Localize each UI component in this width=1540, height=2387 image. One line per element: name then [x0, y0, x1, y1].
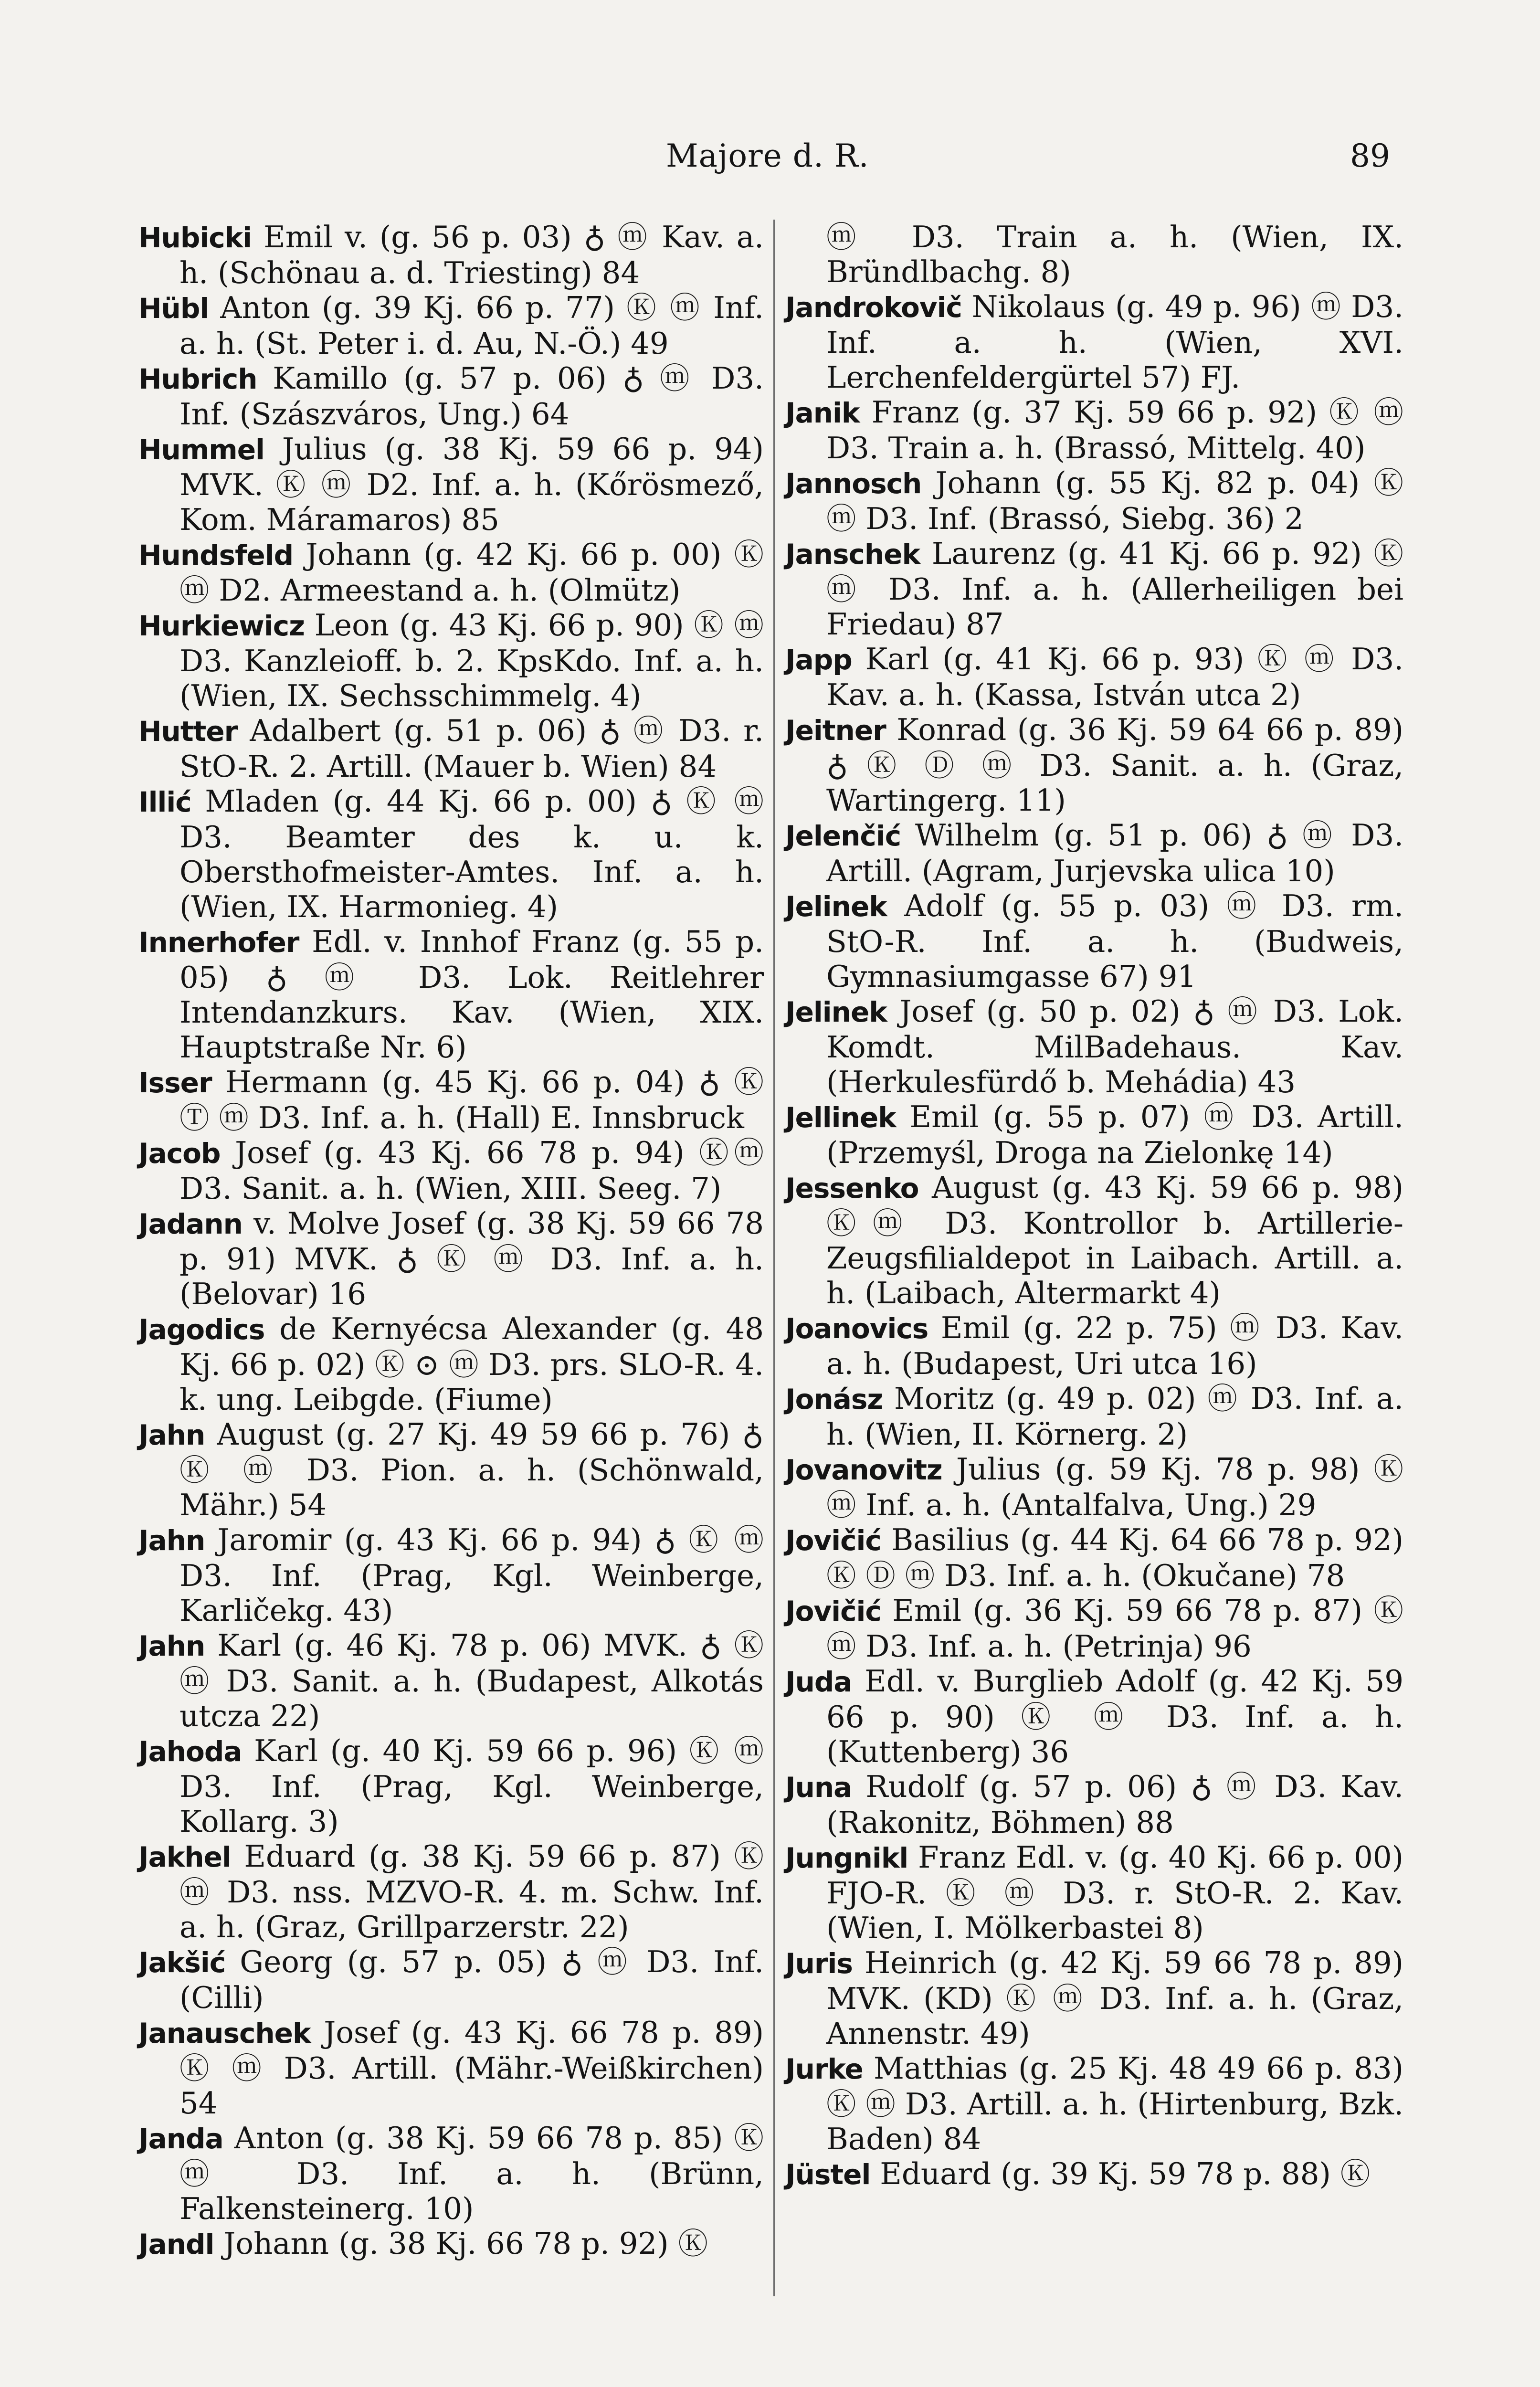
- entry-details: Edl. v. Burglieb Adolf (g. 42 Kj. 59 66 p. 90) Ⓚ ⓜ D3. Inf. a. h. (Kuttenberg) 36: [826, 1664, 1403, 1769]
- directory-entry: [138, 361, 764, 432]
- entry-details: Karl (g. 41 Kj. 66 p. 93) Ⓚ ⓜ D3. Kav. a. h. (Kassa, István utca 2): [826, 642, 1403, 712]
- entry-details: Matthias (g. 25 Kj. 48 49 66 p. 83) Ⓚ ⓜ D3. Artill. a. h. (Hirtenburg, Bzk. Baden) 84: [826, 2051, 1403, 2156]
- directory-entry: [785, 1664, 1403, 1769]
- directory-entry: [138, 1522, 764, 1628]
- directory-entry: [138, 784, 764, 924]
- entry-surname: Hundsfeld: [138, 539, 294, 571]
- entry-surname: Hübl: [138, 292, 209, 325]
- entry-details: Kamillo (g. 57 p. 06) ♁ ⓜ D3. Inf. (Szászváros, Ung.) 64: [179, 361, 764, 432]
- entry-surname: Hutter: [138, 715, 238, 748]
- directory-entry: [138, 1944, 764, 2015]
- entry-details: Leon (g. 43 Kj. 66 p. 90) Ⓚ ⓜ D3. Kanzleioff. b. 2. KpsKdo. Inf. a. h. (Wien, IX. Sechsschimmelg. 4): [179, 608, 764, 713]
- directory-entry: [785, 1170, 1403, 1310]
- directory-entry: [785, 465, 1403, 536]
- entry-surname: Jelinek: [785, 890, 887, 923]
- entry-surname: Jelenčić: [785, 820, 901, 852]
- entry-details: de Kernyécsa Alexander (g. 48 Kj. 66 p. 02) Ⓚ ⊙ ⓜ D3. prs. SLO-R. 4. k. ung. Leibgde. (Fiume): [179, 1311, 764, 1417]
- left-column: [138, 220, 764, 2262]
- entry-details: v. Molve Josef (g. 38 Kj. 59 66 78 p. 91) MVK. ♁ Ⓚ ⓜ D3. Inf. a. h. (Belovar) 16: [179, 1206, 764, 1311]
- entry-details: Edl. v. Innhof Franz (g. 55 p. 05) ♁ ⓜ D3. Lok. Reitlehrer Intendanzkurs. Kav. (Wien, XIX. Hauptstraße Nr. 6): [179, 924, 764, 1065]
- entry-surname: Janschek: [785, 538, 920, 570]
- entry-details: Adolf (g. 55 p. 03) ⓜ D3. rm. StO-R. Inf. a. h. (Budweis, Gymnasiumgasse 67) 91: [826, 888, 1403, 994]
- right-column: [785, 220, 1403, 2192]
- entry-surname: Jahn: [138, 1630, 205, 1662]
- entry-details: Adalbert (g. 51 p. 06) ♁ ⓜ D3. r. StO-R. 2. Artill. (Mauer b. Wien) 84: [179, 713, 764, 784]
- entry-surname: Japp: [785, 644, 852, 676]
- entry-details: Johann (g. 42 Kj. 66 p. 00) Ⓚ ⓜ D2. Armeestand a. h. (Olmütz): [179, 537, 764, 608]
- entry-surname: Juris: [785, 1947, 853, 1980]
- entry-details: Eduard (g. 39 Kj. 59 78 p. 88) Ⓚ: [870, 2156, 1371, 2191]
- directory-entry: [138, 1733, 764, 1839]
- directory-entry: [785, 220, 1403, 289]
- running-header-title: Majore d. R.: [666, 137, 869, 174]
- entry-details: Emil v. (g. 56 p. 03) ♁ ⓜ Kav. a. h. (Schönau a. d. Triesting) 84: [179, 220, 764, 290]
- directory-entry: [785, 395, 1403, 465]
- entry-surname: Innerhofer: [138, 926, 299, 959]
- entry-details: Josef (g. 43 Kj. 66 78 p. 89) Ⓚ ⓜ D3. Artill. (Mähr.-Weißkirchen) 54: [179, 2015, 764, 2121]
- entry-surname: Juna: [785, 1771, 852, 1804]
- directory-entry: [785, 712, 1403, 818]
- entry-surname: Janauschek: [138, 2017, 311, 2049]
- directory-entry: [138, 2121, 764, 2226]
- entry-surname: Janda: [138, 2123, 223, 2155]
- entry-surname: Joanovics: [785, 1312, 928, 1345]
- entry-surname: Jandl: [138, 2228, 214, 2260]
- entry-surname: Hubicki: [138, 222, 252, 254]
- directory-entry: [138, 432, 764, 537]
- directory-entry: [785, 1593, 1403, 1664]
- entry-surname: Jahoda: [138, 1735, 242, 1768]
- entry-surname: Jagodics: [138, 1313, 265, 1346]
- page-number: 89: [1350, 137, 1390, 174]
- directory-entry: [138, 1417, 764, 1522]
- entry-surname: Jessenko: [785, 1172, 919, 1204]
- entry-surname: Jannosch: [785, 467, 922, 500]
- entry-surname: Hurkiewicz: [138, 610, 305, 642]
- entry-details: Emil (g. 55 p. 07) ⓜ D3. Artill. (Przemyśl, Droga na Zielonkę 14): [826, 1099, 1403, 1170]
- entry-surname: Jeitner: [785, 714, 886, 747]
- entry-surname: Jelinek: [785, 996, 887, 1028]
- column-divider: [773, 220, 775, 2296]
- directory-entry: [785, 1381, 1403, 1452]
- entry-surname: Jahn: [138, 1524, 205, 1557]
- entry-surname: Jovičić: [785, 1595, 881, 1627]
- directory-entry: [138, 1311, 764, 1417]
- entry-surname: Isser: [138, 1067, 212, 1099]
- entry-surname: Jungnikl: [785, 1842, 908, 1874]
- directory-entry: [785, 994, 1403, 1099]
- directory-entry: [138, 608, 764, 713]
- entry-details: August (g. 43 Kj. 59 66 p. 98) Ⓚⓜ D3. Kontrollor b. Artillerie-Zeugsfilialdepot in Laibach. Artill. a. h. (Laibach, Altermarkt 4): [826, 1170, 1403, 1310]
- directory-entry: [138, 1135, 764, 1206]
- directory-entry: [785, 1769, 1403, 1840]
- entry-surname: Juda: [785, 1666, 852, 1698]
- directory-entry: [138, 2226, 764, 2262]
- entry-surname: Jahn: [138, 1419, 205, 1451]
- entry-details: ⓜ D3. Train a. h. (Wien, IX. Bründlbachg. 8): [826, 220, 1403, 289]
- entry-details: Julius (g. 38 Kj. 59 66 p. 94) MVK. Ⓚ ⓜ D2. Inf. a. h. (Kőrösmező, Kom. Máramaros) 85: [179, 432, 764, 537]
- entry-details: Georg (g. 57 p. 05) ♁ ⓜ D3. Inf. (Cilli): [179, 1944, 764, 2015]
- directory-entry: [785, 2156, 1403, 2192]
- directory-entry: [138, 537, 764, 608]
- entry-details: Karl (g. 40 Kj. 59 66 p. 96) Ⓚ ⓜ D3. Inf. (Prag, Kgl. Weinberge, Kollarg. 3): [179, 1733, 764, 1839]
- entry-surname: Jellinek: [785, 1101, 896, 1134]
- entry-details: Franz (g. 37 Kj. 59 66 p. 92) Ⓚ ⓜ D3. Train a. h. (Brassó, Mittelg. 40): [826, 395, 1403, 465]
- entry-details: Heinrich (g. 42 Kj. 59 66 78 p. 89) MVK. (KD) Ⓚ ⓜ D3. Inf. a. h. (Graz, Annenstr. 49): [826, 1945, 1403, 2051]
- entry-details: Hermann (g. 45 Kj. 66 p. 04) ♁ Ⓚ Ⓣ ⓜ D3. Inf. a. h. (Hall) E. Innsbruck: [179, 1065, 764, 1135]
- directory-entry: [138, 713, 764, 784]
- directory-entry: [138, 1065, 764, 1135]
- entry-details: Anton (g. 39 Kj. 66 p. 77) Ⓚ ⓜ Inf. a. h. (St. Peter i. d. Au, N.-Ö.) 49: [179, 290, 764, 361]
- entry-surname: Janik: [785, 397, 860, 429]
- entry-details: Moritz (g. 49 p. 02) ⓜ D3. Inf. a. h. (Wien, II. Körnerg. 2): [826, 1381, 1403, 1452]
- entry-surname: Jandrokovič: [785, 291, 962, 324]
- entry-details: Laurenz (g. 41 Kj. 66 p. 92) Ⓚ ⓜ D3. Inf. a. h. (Allerheiligen bei Friedau) 87: [826, 536, 1403, 642]
- directory-entry: [138, 1839, 764, 1944]
- directory-entry: [785, 289, 1403, 395]
- entry-surname: Jacob: [138, 1137, 221, 1170]
- entry-surname: Illić: [138, 786, 191, 818]
- directory-entry: [138, 2015, 764, 2121]
- entry-details: Eduard (g. 38 Kj. 59 66 p. 87) Ⓚ ⓜ D3. nss. MZVO-R. 4. m. Schw. Inf. a. h. (Graz, Grillparzerstr. 22): [179, 1839, 764, 1944]
- directory-entry: [785, 1522, 1403, 1593]
- directory-entry: [785, 1099, 1403, 1170]
- entry-details: Karl (g. 46 Kj. 78 p. 06) MVK. ♁ Ⓚ ⓜ D3. Sanit. a. h. (Budapest, Alkotás utcza 22): [179, 1628, 764, 1733]
- directory-entry: [138, 1206, 764, 1311]
- entry-surname: Jovanovitz: [785, 1454, 942, 1486]
- entry-surname: Hummel: [138, 433, 264, 466]
- entry-surname: Jovičić: [785, 1524, 881, 1557]
- entry-surname: Jakhel: [138, 1841, 231, 1873]
- entry-details: Basilius (g. 44 Kj. 64 66 78 p. 92) Ⓚ Ⓓ ⓜ D3. Inf. a. h. (Okučane) 78: [826, 1522, 1403, 1593]
- directory-entry: [138, 1628, 764, 1733]
- directory-entry: [785, 2051, 1403, 2156]
- entry-details: Emil (g. 22 p. 75) ⓜ D3. Kav. a. h. (Budapest, Uri utca 16): [826, 1310, 1403, 1381]
- entry-details: Johann (g. 38 Kj. 66 78 p. 92) Ⓚ: [214, 2226, 708, 2261]
- entry-details: Franz Edl. v. (g. 40 Kj. 66 p. 00) FJO-R. Ⓚ ⓜ D3. r. StO-R. 2. Kav. (Wien, I. Mölkerbastei 8): [826, 1840, 1403, 1945]
- entry-details: Julius (g. 59 Kj. 78 p. 98) Ⓚ ⓜ Inf. a. h. (Antalfalva, Ung.) 29: [826, 1452, 1403, 1522]
- directory-entry: [785, 642, 1403, 712]
- directory-entry: [785, 1310, 1403, 1381]
- entry-details: Anton (g. 38 Kj. 59 66 78 p. 85) Ⓚ ⓜ D3. Inf. a. h. (Brünn, Falkensteinerg. 10): [179, 2121, 764, 2226]
- entry-details: Josef (g. 50 p. 02) ♁ ⓜ D3. Lok. Komdt. MilBadehaus. Kav. (Herkulesfürdő b. Mehádia) 43: [826, 994, 1403, 1099]
- entry-surname: Jüstel: [785, 2158, 871, 2191]
- entry-details: Johann (g. 55 Kj. 82 p. 04) Ⓚ ⓜ D3. Inf. (Brassó, Siebg. 36) 2: [826, 465, 1403, 536]
- entry-surname: Jakšić: [138, 1946, 226, 1979]
- entry-details: Mladen (g. 44 Kj. 66 p. 00) ♁ Ⓚ ⓜ D3. Beamter des k. u. k. Obersthofmeister-Amtes. Inf. a. h. (Wien, IX. Harmonieg. 4): [179, 784, 764, 924]
- directory-entry: [785, 818, 1403, 888]
- entry-surname: Jurke: [785, 2053, 863, 2085]
- entry-details: August (g. 27 Kj. 49 59 66 p. 76) ♁ Ⓚ ⓜ D3. Pion. a. h. (Schönwald, Mähr.) 54: [179, 1417, 764, 1522]
- entry-details: Emil (g. 36 Kj. 59 66 78 p. 87) Ⓚ ⓜ D3. Inf. a. h. (Petrinja) 96: [826, 1593, 1403, 1664]
- entry-surname: Hubrich: [138, 363, 257, 395]
- entry-details: Konrad (g. 36 Kj. 59 64 66 p. 89) ♁ Ⓚ Ⓓ ⓜ D3. Sanit. a. h. (Graz, Wartingerg. 11): [826, 712, 1403, 818]
- entry-surname: Jadann: [138, 1208, 243, 1240]
- directory-entry: [138, 220, 764, 290]
- directory-entry: [785, 1840, 1403, 1945]
- entry-surname: Jonász: [785, 1383, 883, 1415]
- entry-details: Nikolaus (g. 49 p. 96) ⓜ D3. Inf. a. h. (Wien, XVI. Lerchenfeldergürtel 57) FJ.: [826, 289, 1403, 395]
- entry-details: Wilhelm (g. 51 p. 06) ♁ ⓜ D3. Artill. (Agram, Jurjevska ulica 10): [826, 818, 1403, 888]
- directory-entry: [785, 1945, 1403, 2051]
- directory-entry: [138, 924, 764, 1065]
- directory-entry: [785, 536, 1403, 642]
- entry-details: Jaromir (g. 43 Kj. 66 p. 94) ♁ Ⓚ ⓜ D3. Inf. (Prag, Kgl. Weinberge, Karličekg. 43): [179, 1522, 764, 1628]
- directory-entry: [785, 888, 1403, 994]
- entry-details: Josef (g. 43 Kj. 66 78 p. 94) Ⓚⓜ D3. Sanit. a. h. (Wien, XIII. Seeg. 7): [179, 1135, 764, 1206]
- entry-details: Rudolf (g. 57 p. 06) ♁ ⓜ D3. Kav. (Rakonitz, Böhmen) 88: [826, 1769, 1403, 1840]
- directory-entry: [138, 290, 764, 361]
- directory-entry: [785, 1452, 1403, 1522]
